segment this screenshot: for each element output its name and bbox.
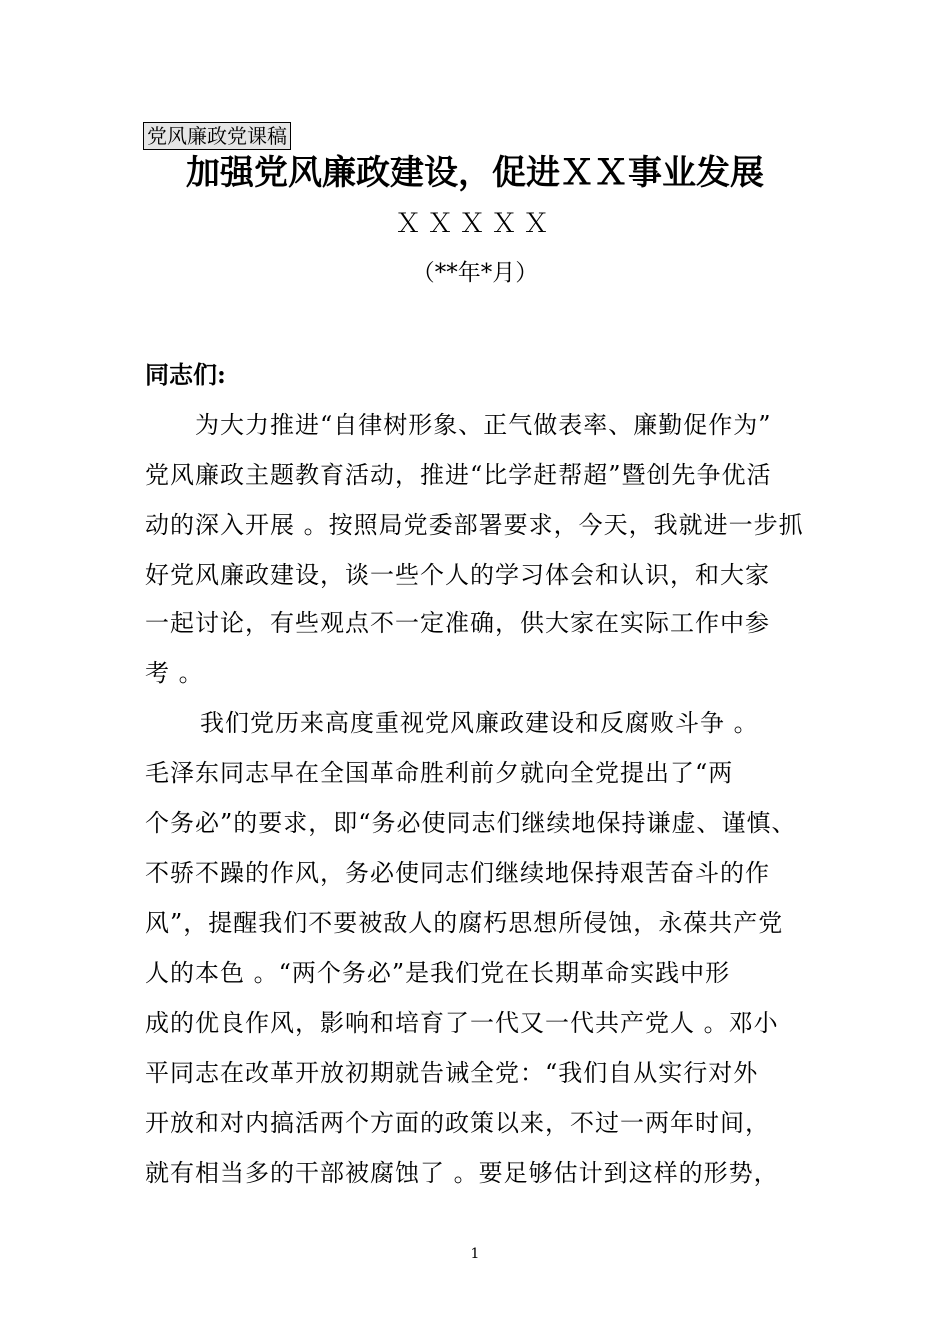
paragraph-line: 风”，提醒我们不要被敌人的腐朽思想所侵蚀，永葆共产党 [145,909,784,937]
paragraph-line: 考 。 [145,659,204,687]
paragraph-line: 好党风廉政建设，谈一些个人的学习体会和认识，和大家 [145,561,770,589]
author: ＸＸＸＸＸ [394,209,555,239]
paragraph-line: 开放和对内搞活两个方面的政策以来，不过一两年时间， [145,1109,770,1137]
paragraph-line: 毛泽东同志早在全国革命胜利前夕就向全党提出了“两 [145,759,734,787]
document-title: 加强党风廉政建设，促进ＸＸ事业发展 [186,153,764,193]
paragraph-line: 不骄不躁的作风，务必使同志们继续地保持艰苦奋斗的作 [145,859,770,887]
paragraph-line: 就有相当多的干部被腐蚀了 。要足够估计到这样的形势， [145,1159,779,1187]
paragraph-line: 人的本色 。“两个务必”是我们党在长期革命实践中形 [145,959,731,987]
date: （**年*月） [411,260,539,286]
paragraph-line: 个务必”的要求，即“务必使同志们继续地保持谦虚、谨慎、 [145,809,797,837]
paragraph-line: 我们党历来高度重视党风廉政建设和反腐败斗争 。 [200,709,759,737]
paragraph-line: 为大力推进“自律树形象、正气做表率、廉勤促作为” [195,411,772,439]
page-number: 1 [470,1246,480,1262]
document-category-tag: 党风廉政党课稿 [143,122,291,150]
salutation: 同志们: [145,360,226,389]
paragraph-line: 一起讨论，有些观点不一定准确，供大家在实际工作中参 [145,609,770,637]
paragraph-line: 党风廉政主题教育活动，推进“比学赶帮超”暨创先争优活 [145,461,772,489]
paragraph-line: 平同志在改革开放初期就告诫全党：“我们自从实行对外 [145,1059,759,1087]
paragraph-line: 成的优良作风，影响和培育了一代又一代共产党人 。邓小 [145,1009,779,1037]
paragraph-line: 动的深入开展 。按照局党委部署要求，今天，我就进一步抓 [145,511,804,539]
